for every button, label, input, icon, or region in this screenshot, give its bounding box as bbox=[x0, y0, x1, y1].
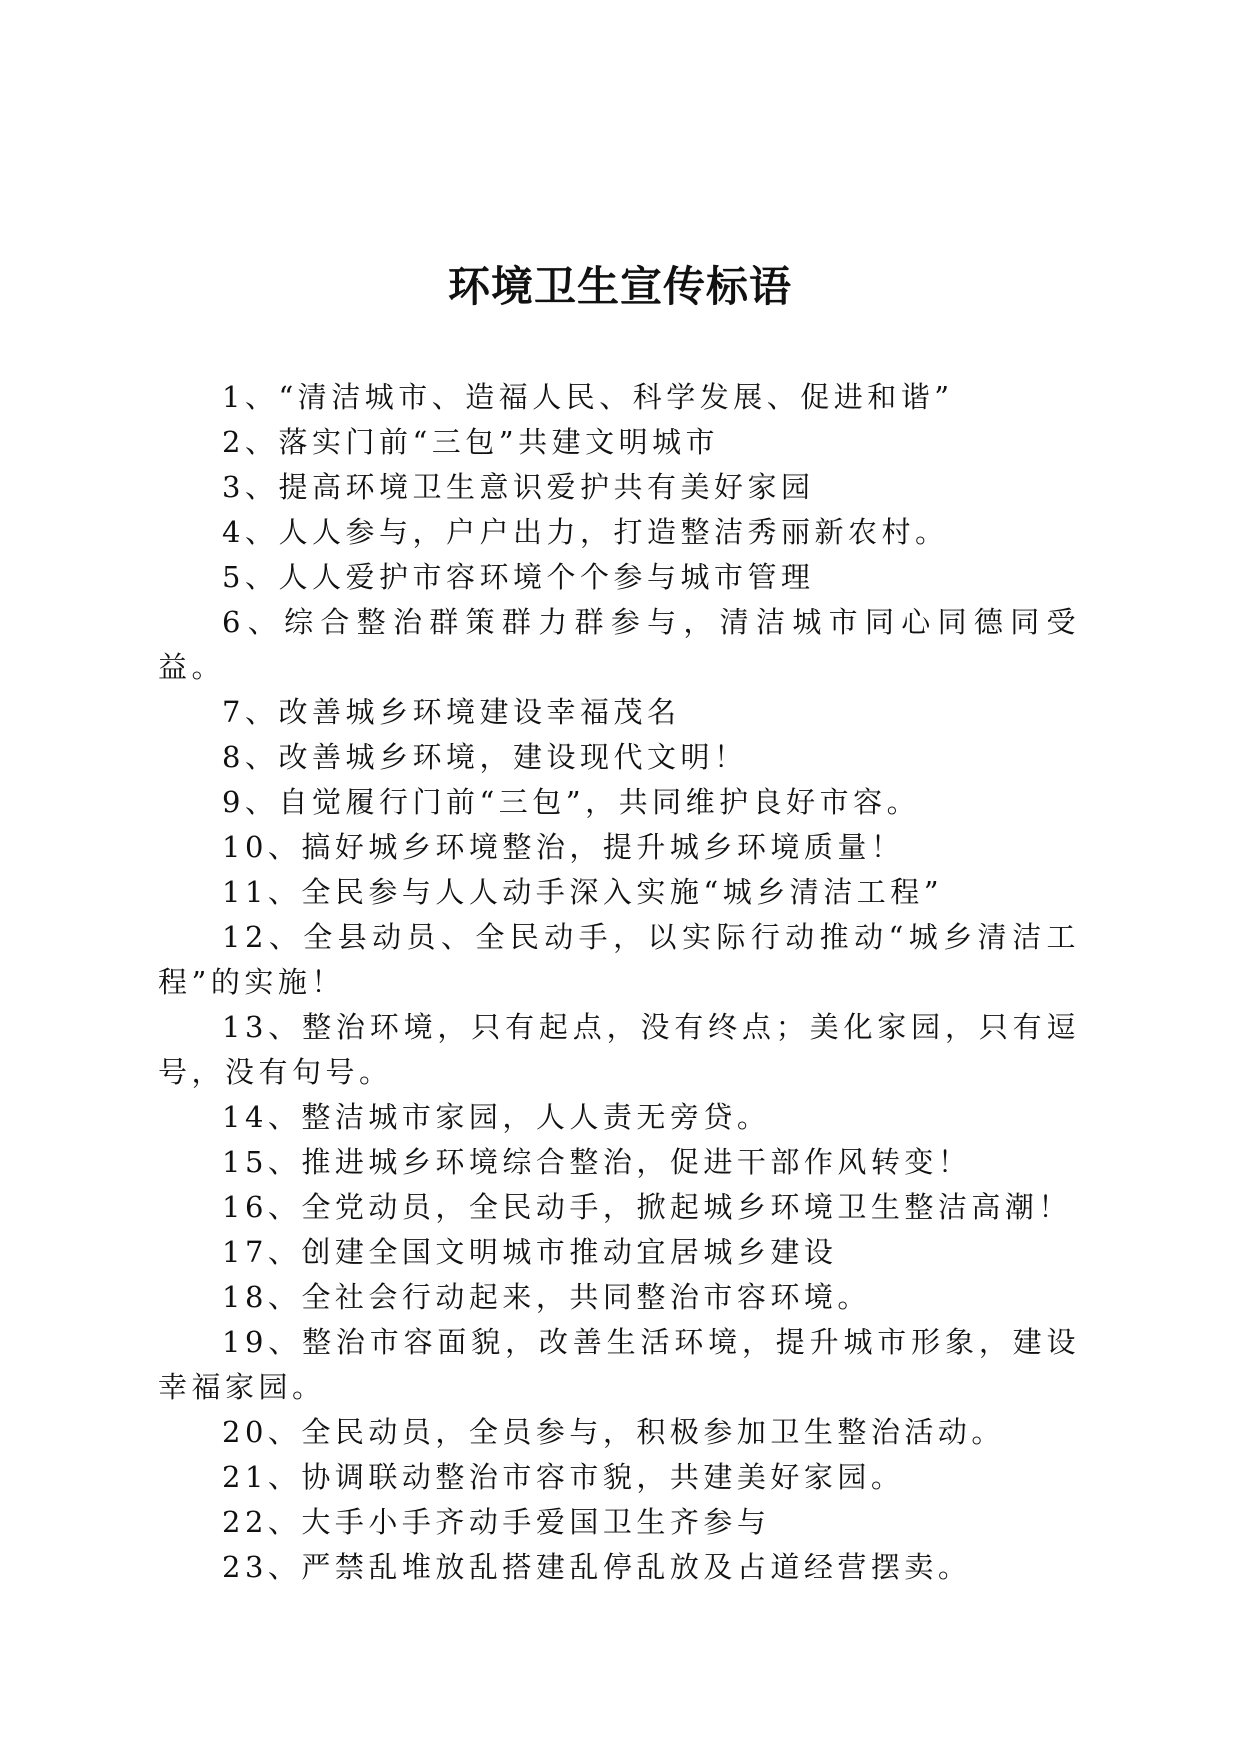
slogan-list bbox=[158, 375, 1080, 1590]
slogan-item: 7、改善城乡环境建设幸福茂名 bbox=[222, 695, 681, 729]
slogan-item: 16、全党动员，全民动手，掀起城乡环境卫生整洁高潮！ bbox=[222, 1190, 1072, 1224]
slogan-item: 10、搞好城乡环境整治，提升城乡环境质量！ bbox=[222, 830, 905, 864]
slogan-item: 14、整洁城市家园，人人责无旁贷。 bbox=[222, 1100, 771, 1134]
slogan-item: 9、自觉履行门前“三包”，共同维护良好市容。 bbox=[222, 785, 921, 819]
slogan-item: 8、改善城乡环境，建设现代文明！ bbox=[222, 740, 748, 774]
slogan-item: 6、综合整治群策群力群参与，清洁城市同心同德同受益。 bbox=[158, 605, 1080, 684]
slogan-item: 15、推进城乡环境综合整治，促进干部作风转变！ bbox=[222, 1145, 972, 1179]
slogan-item: 21、协调联动整治市容市貌，共建美好家园。 bbox=[222, 1460, 905, 1494]
page-title: 环境卫生宣传标语 bbox=[447, 262, 792, 311]
slogan-item: 20、全民动员，全员参与，积极参加卫生整治活动。 bbox=[222, 1415, 1005, 1449]
slogan-item: 3、提高环境卫生意识爱护共有美好家园 bbox=[222, 470, 815, 504]
slogan-item: 11、全民参与人人动手深入实施“城乡清洁工程” bbox=[222, 875, 944, 909]
slogan-item: 22、大手小手齐动手爱国卫生齐参与 bbox=[222, 1505, 771, 1539]
slogan-item: 4、人人参与，户户出力，打造整洁秀丽新农村。 bbox=[222, 515, 949, 549]
slogan-item: 17、创建全国文明城市推动宜居城乡建设 bbox=[222, 1235, 838, 1269]
slogan-item: 18、全社会行动起来，共同整治市容环境。 bbox=[222, 1280, 871, 1314]
slogan-item: 13、整治环境，只有起点，没有终点；美化家园，只有逗号，没有句号。 bbox=[158, 1010, 1080, 1089]
slogan-item: 5、人人爱护市容环境个个参与城市管理 bbox=[222, 560, 815, 594]
slogan-item: 12、全县动员、全民动手，以实际行动推动“城乡清洁工程”的实施！ bbox=[158, 920, 1080, 999]
slogan-item: 19、整治市容面貌，改善生活环境，提升城市形象，建设幸福家园。 bbox=[158, 1325, 1080, 1404]
slogan-item: 1、“清洁城市、造福人民、科学发展、促进和谐” bbox=[222, 380, 954, 414]
slogan-item: 2、落实门前“三包”共建文明城市 bbox=[222, 425, 720, 459]
slogan-item: 23、严禁乱堆放乱搭建乱停乱放及占道经营摆卖。 bbox=[222, 1550, 972, 1584]
